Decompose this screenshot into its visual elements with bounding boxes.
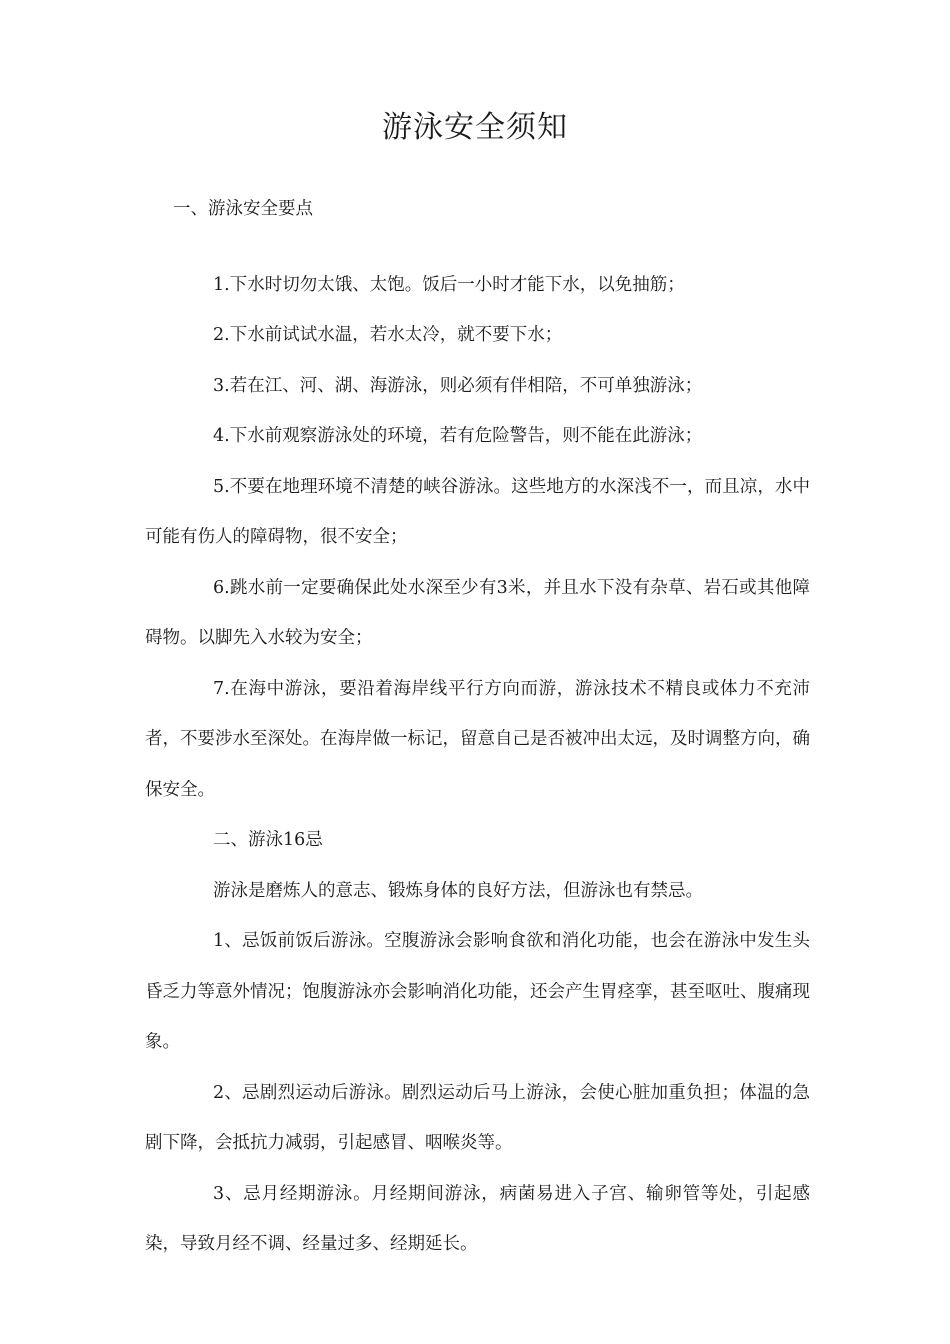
document-body: [145, 184, 810, 1270]
safety-point-1: 1.下水时切勿太饿、太饱。饭后一小时才能下水，以免抽筋；: [213, 274, 685, 295]
section-heading-taboos: 二、游泳16忌: [213, 830, 323, 850]
safety-point-7: 7.在海中游泳，要沿着海岸线平行方向而游，游泳技术不精良或体力不充沛者，不要涉水至深处。在海岸做一标记，留意自己是否被冲出太远，及时调整方向，确保安全。: [145, 678, 810, 800]
taboo-item-2: 2、忌剧烈运动后游泳。剧烈运动后马上游泳，会使心脏加重负担；体温的急剧下降，会抵抗力减弱，引起感冒、咽喉炎等。: [145, 1082, 810, 1153]
taboo-item-1: 1、忌饭前饭后游泳。空腹游泳会影响食欲和消化功能，也会在游泳中发生头昏乏力等意外情况；饱腹游泳亦会影响消化功能，还会产生胃痉挛，甚至呕吐、腹痛现象。: [145, 931, 810, 1052]
safety-point-2: 2.下水前试试水温，若水太冷，就不要下水；: [213, 325, 563, 345]
document-title: 游泳安全须知: [382, 110, 568, 145]
safety-point-4: 4.下水前观察游泳处的环境，若有危险警告，则不能在此游泳；: [213, 426, 703, 446]
taboo-item-3: 3、忌月经期游泳。月经期间游泳，病菌易进入子宫、输卵管等处，引起感染，导致月经不调、经量过多、经期延长。: [145, 1183, 810, 1254]
taboos-intro: 游泳是磨炼人的意志、锻炼身体的良好方法，但游泳也有禁忌。: [213, 880, 703, 901]
safety-point-5: 5.不要在地理环境不清楚的峡谷游泳。这些地方的水深浅不一，而且凉，水中可能有伤人的障碍物，很不安全；: [145, 476, 810, 547]
safety-point-6: 6.跳水前一定要确保此处水深至少有3米，并且水下没有杂草、岩石或其他障碍物。以脚先入水较为安全；: [145, 577, 810, 648]
safety-point-3: 3.若在江、河、湖、海游泳，则必须有伴相陪，不可单独游泳；: [213, 375, 703, 396]
section-heading-safety-points: 一、游泳安全要点: [173, 199, 313, 219]
